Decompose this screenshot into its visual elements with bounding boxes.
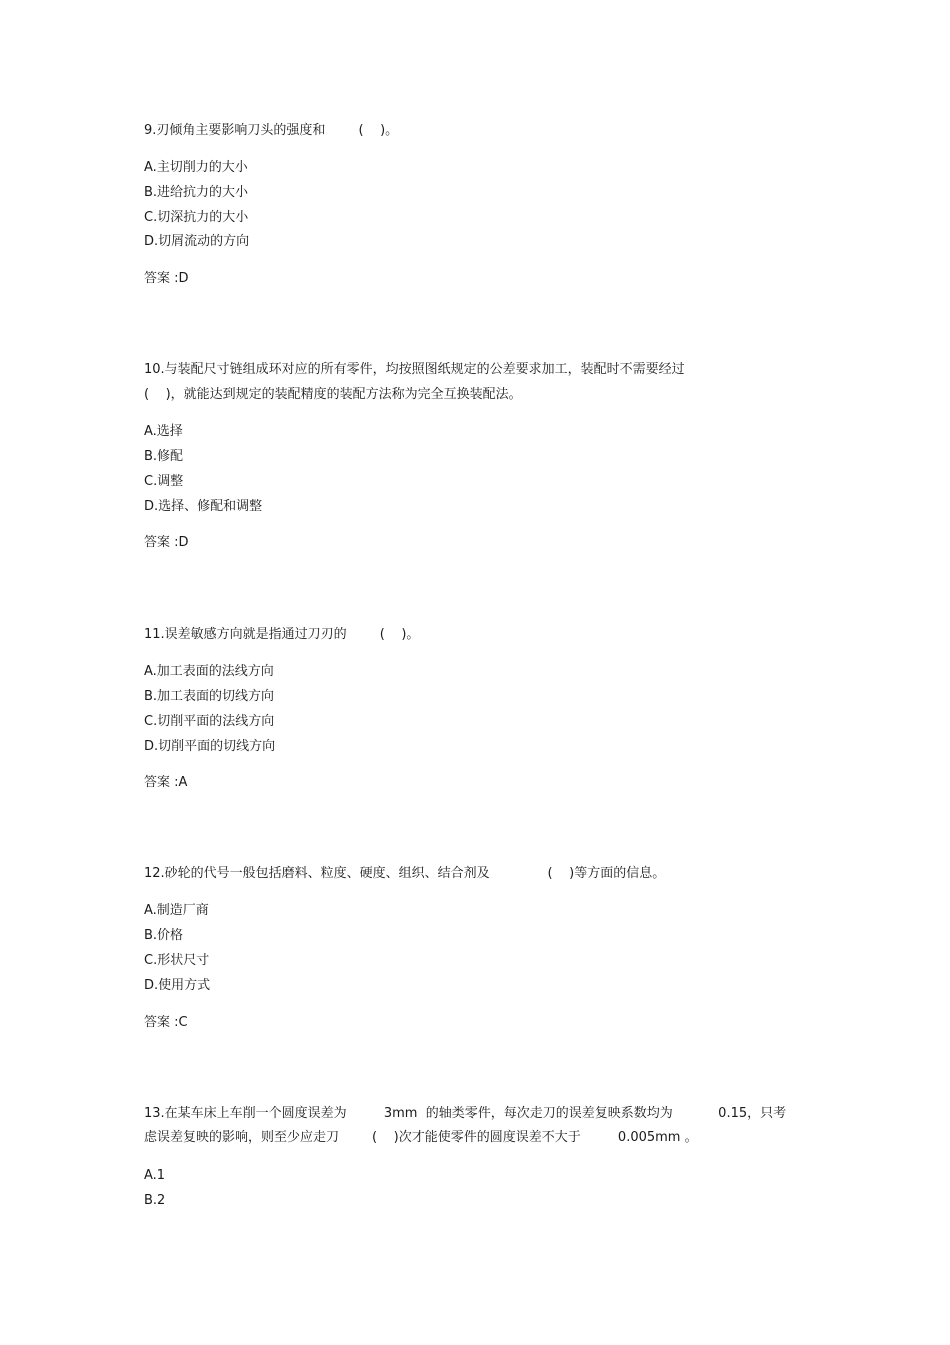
question-12-option-a: A.制造厂商 bbox=[144, 903, 209, 918]
question-10-option-d: D.选择、修配和调整 bbox=[144, 499, 263, 514]
question-9-option-b: B.进给抗力的大小 bbox=[144, 185, 249, 200]
question-9-option-d: D.切屑流动的方向 bbox=[144, 234, 250, 249]
question-10-answer: 答案 :D bbox=[144, 535, 189, 550]
question-11-option-c: C.切削平面的法线方向 bbox=[144, 714, 275, 729]
question-11-option-d: D.切削平面的切线方向 bbox=[144, 739, 276, 754]
question-10-stem-line2: ( )，就能达到规定的装配精度的装配方法称为完全互换装配法。 bbox=[144, 387, 522, 402]
question-13-option-b: B.2 bbox=[144, 1193, 166, 1208]
question-10-option-a: A.选择 bbox=[144, 424, 183, 439]
question-12-option-d: D.使用方式 bbox=[144, 978, 211, 993]
question-9-option-a: A.主切削力的大小 bbox=[144, 160, 248, 175]
question-11-option-b: B.加工表面的切线方向 bbox=[144, 689, 275, 704]
question-13-stem-line1: 13.在某车床上车削一个圆度误差为 3mm 的轴类零件，每次走刀的误差复映系数均为 0.15，只考 bbox=[144, 1106, 787, 1121]
question-12-option-c: C.形状尺寸 bbox=[144, 953, 210, 968]
question-12-option-b: B.价格 bbox=[144, 928, 184, 943]
question-12-stem: 12.砂轮的代号一般包括磨料、粒度、硬度、组织、结合剂及 ( )等方面的信息。 bbox=[144, 866, 666, 881]
question-9-answer: 答案 :D bbox=[144, 271, 189, 286]
question-11-answer: 答案 :A bbox=[144, 775, 188, 790]
question-10-option-c: C.调整 bbox=[144, 474, 184, 489]
question-13-stem-line2: 虑误差复映的影响，则至少应走刀 ( )次才能使零件的圆度误差不大于 0.005mm 。 bbox=[144, 1130, 698, 1145]
question-11-option-a: A.加工表面的法线方向 bbox=[144, 664, 274, 679]
question-10-option-b: B.修配 bbox=[144, 449, 184, 464]
question-13-option-a: A.1 bbox=[144, 1168, 166, 1183]
question-11-stem: 11.误差敏感方向就是指通过刀刃的 ( )。 bbox=[144, 627, 420, 642]
question-10-stem-line1: 10.与装配尺寸链组成环对应的所有零件，均按照图纸规定的公差要求加工，装配时不需要经过 bbox=[144, 362, 685, 377]
question-9-stem: 9.刃倾角主要影响刀头的强度和 ( )。 bbox=[144, 123, 399, 138]
question-12-answer: 答案 :C bbox=[144, 1015, 188, 1030]
question-9-option-c: C.切深抗力的大小 bbox=[144, 210, 249, 225]
